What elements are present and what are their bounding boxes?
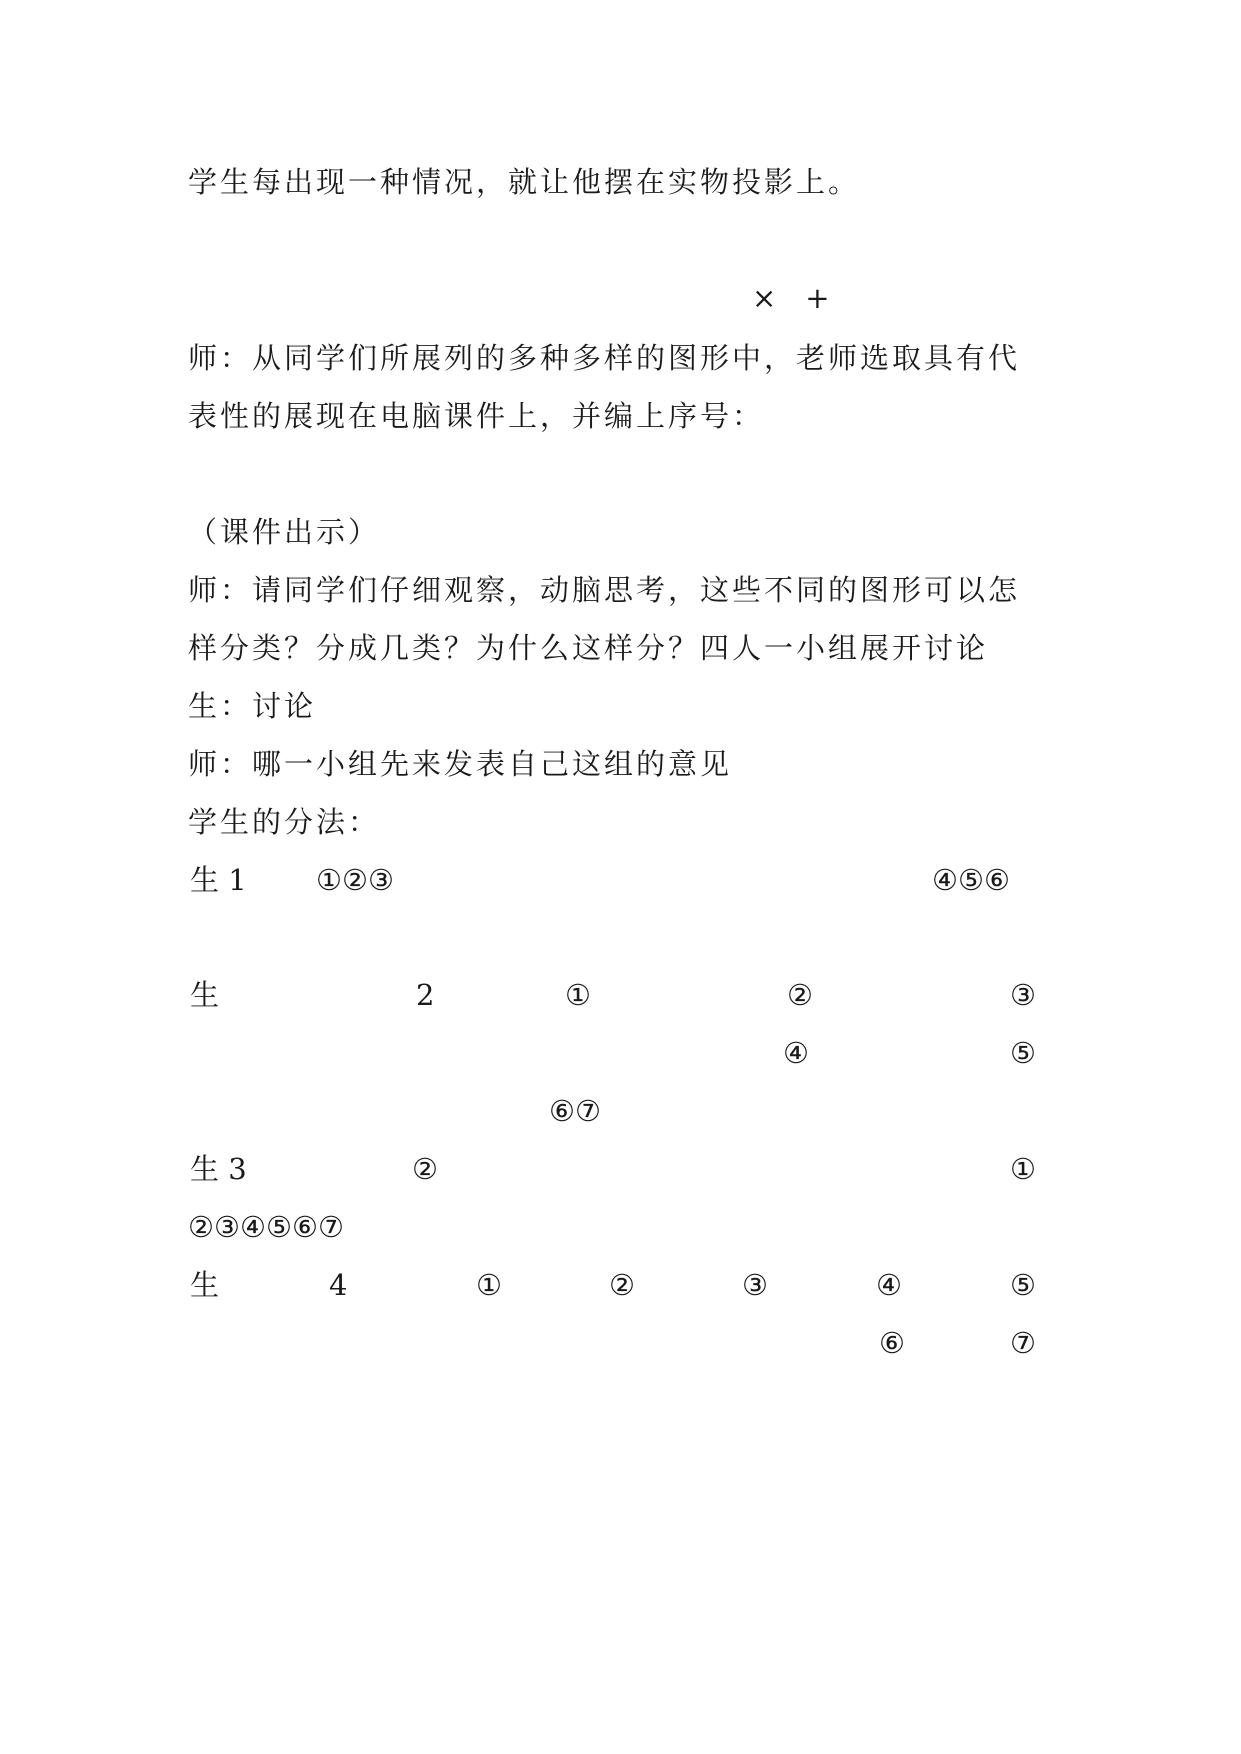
student2-number: 2 (416, 978, 435, 1012)
student4-item-1: ① (476, 1268, 502, 1302)
student2-item-5: ⑤ (1010, 1036, 1036, 1070)
student4-item-5: ⑤ (1010, 1268, 1036, 1302)
student2-label: 生 (190, 978, 220, 1012)
courseware-note: （课件出示） (188, 515, 381, 549)
student1-group-b: ④⑤⑥ (932, 863, 1010, 897)
teacher-line-1: 师：从同学们所展列的多种多样的图形中，老师选取具有代 (188, 341, 1021, 375)
teacher-prompt: 师：哪一小组先来发表自己这组的意见 (188, 747, 733, 781)
student2-item-4: ④ (783, 1036, 809, 1070)
operator-symbols: × + (752, 281, 830, 315)
student2-item-3: ③ (1010, 978, 1036, 1012)
teacher-question-2: 样分类？分成几类？为什么这样分？四人一小组展开讨论 (188, 631, 989, 665)
teacher-line-2: 表性的展现在电脑课件上，并编上序号： (188, 399, 765, 433)
student4-label: 生 (190, 1268, 220, 1302)
student4-number: 4 (329, 1268, 348, 1302)
student-methods-heading: 学生的分法： (188, 805, 381, 839)
student2-item-1: ① (565, 978, 591, 1012)
teacher-question-1: 师：请同学们仔细观察，动脑思考，这些不同的图形可以怎 (188, 573, 1021, 607)
student3-label: 生 3 (190, 1152, 247, 1186)
student1-group-a: ①②③ (316, 863, 394, 897)
student-discussion: 生：讨论 (188, 689, 317, 723)
student3-item-a: ② (412, 1152, 438, 1186)
student4-item-6: ⑥ (879, 1326, 905, 1360)
student4-item-7: ⑦ (1010, 1326, 1036, 1360)
student3-item-b: ① (1010, 1152, 1036, 1186)
student3-item-c: ②③④⑤⑥⑦ (188, 1210, 344, 1244)
student4-item-2: ② (609, 1268, 635, 1302)
paragraph-intro: 学生每出现一种情况，就让他摆在实物投影上。 (188, 165, 861, 199)
student1-label: 生 1 (190, 863, 247, 897)
student2-item-2: ② (787, 978, 813, 1012)
student4-item-3: ③ (742, 1268, 768, 1302)
student4-item-4: ④ (876, 1268, 902, 1302)
student2-item-6-7: ⑥⑦ (549, 1094, 601, 1128)
